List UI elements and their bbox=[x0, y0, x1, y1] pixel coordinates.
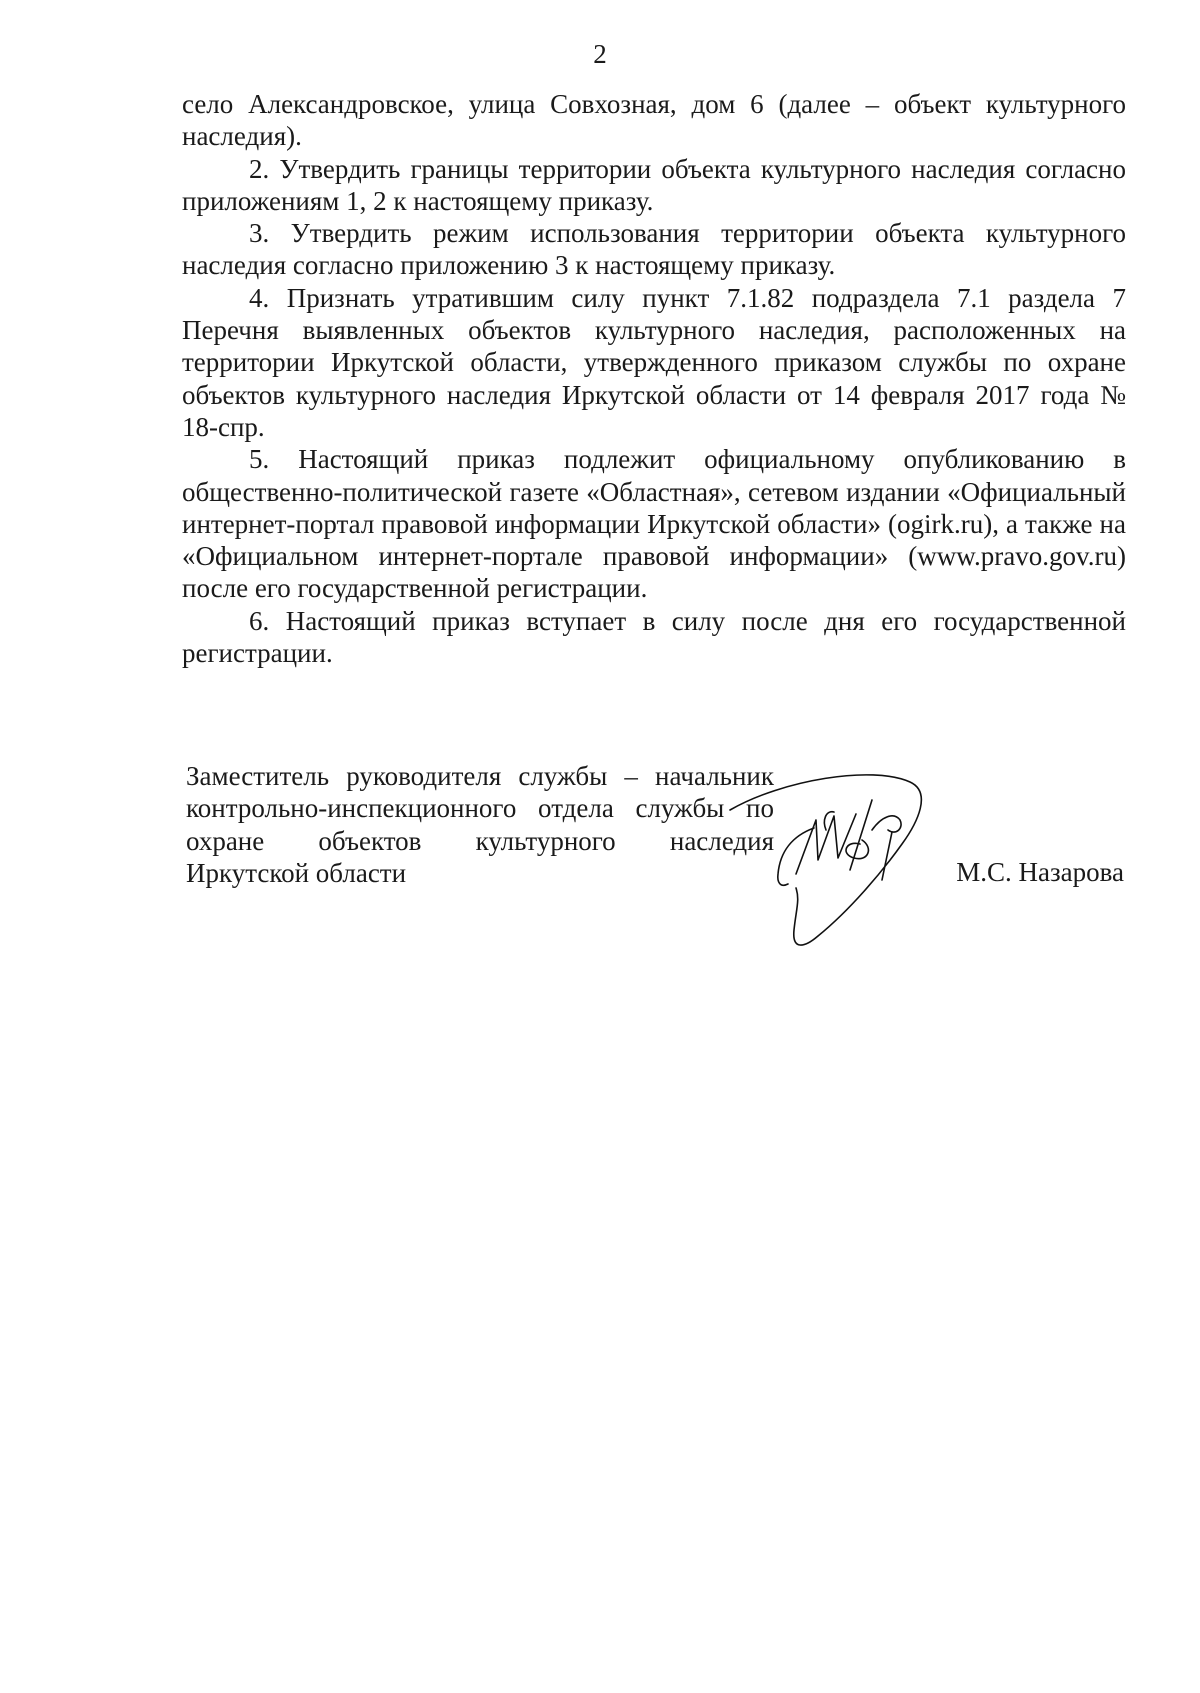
signer-name: М.С. Назарова bbox=[956, 857, 1124, 887]
signer-position bbox=[186, 760, 774, 889]
signature-block bbox=[182, 760, 1132, 960]
paragraph-item-3: 3. Утвердить режим использования территории объекта культурного наследия согласно приложению 3 к настоящему приказу. bbox=[182, 218, 1126, 281]
paragraph-item-5: 5. Настоящий приказ подлежит официальному опубликованию в общественно-политической газете «Областная», сетевом издании «Официальный интернет-портал правовой информации Иркутской области» (ogirk.ru), а также на «Официальном интернет-портале правовой информации» (www.pravo.gov.ru) после его государственной регистрации. bbox=[182, 444, 1126, 604]
signer-position-line: охране объектов культурного наследия bbox=[186, 825, 774, 856]
paragraph-item-6: 6. Настоящий приказ вступает в силу после дня его государственной регистрации. bbox=[182, 605, 1126, 669]
paragraph-item-2: 2. Утвердить границы территории объекта культурного наследия согласно приложениям 1, 2 к настоящему приказу. bbox=[182, 153, 1126, 216]
paragraph-continuation: село Александровское, улица Совхозная, дом 6 (далее – объект культурного наследия). bbox=[182, 89, 1126, 152]
handwritten-signature bbox=[722, 770, 952, 960]
document-body bbox=[182, 88, 1126, 669]
page-number: 2 bbox=[593, 39, 607, 69]
signer-position-line: Иркутской области bbox=[186, 857, 407, 888]
paragraph-item-4: 4. Признать утратившим силу пункт 7.1.82 подраздела 7.1 раздела 7 Перечня выявленных объектов культурного наследия, расположенных на территории Иркутской области, утвержденного приказом службы по охране объектов культурного наследия Иркутской области от 14 февраля 2017 года № 18-спр. bbox=[182, 282, 1126, 442]
signer-position-line: Заместитель руководителя службы – начальник bbox=[186, 761, 774, 791]
signer-position-line: контрольно-инспекционного отдела службы по bbox=[186, 793, 774, 824]
